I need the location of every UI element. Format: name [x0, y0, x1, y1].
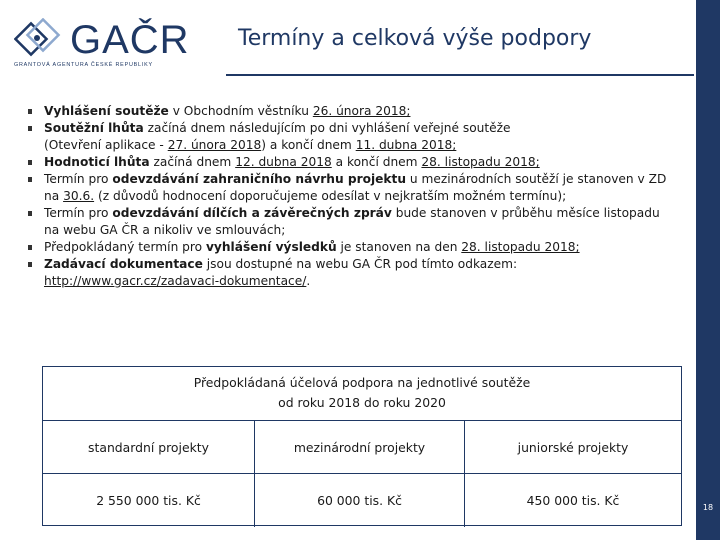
bullet-text: Vyhlášení soutěže: [44, 104, 169, 118]
bullet-text: Hodnoticí lhůta: [44, 155, 150, 169]
bullet-text: 30.6.: [63, 189, 95, 203]
logo-subtitle: GRANTOVÁ AGENTURA ČESKÉ REPUBLIKY: [14, 62, 153, 68]
bullet-text: jsou dostupné na webu GA ČR pod tímto odkazem:: [202, 257, 518, 271]
bullet-text: vyhlášení výsledků: [205, 240, 337, 254]
bullet-marker: [28, 245, 32, 250]
bullet-text: začíná dnem následujícím po dni vyhlášení veřejné soutěže: [143, 121, 511, 135]
bullet-item: [28, 205, 692, 239]
bullet-text: Termín pro: [44, 206, 113, 220]
support-table: [42, 366, 682, 526]
bullet-text: .: [306, 274, 311, 288]
bullet-item: [28, 120, 692, 154]
bullet-text: bude stanoven v průběhu měsíce listopadu: [391, 206, 660, 220]
bullet-marker: [28, 211, 32, 216]
bullet-text: Předpokládaný termín pro: [44, 240, 206, 254]
gacr-logo: [14, 16, 190, 68]
bullet-text: odevzdávání zahraničního návrhu projektu: [112, 172, 407, 186]
right-accent-bar: [696, 0, 720, 540]
bullet-text: 28. listopadu 2018;: [421, 155, 540, 169]
bullet-text: v Obchodním věstníku: [168, 104, 313, 118]
bullet-text: ) a končí dnem: [261, 138, 356, 152]
table-row-amounts: [43, 474, 681, 527]
bullet-text: odevzdávání dílčích a závěrečných zpráv: [112, 206, 392, 220]
bullet-text: je stanoven na den: [336, 240, 462, 254]
gacr-emblem-icon: [14, 18, 64, 62]
table-row-categories: [43, 421, 681, 474]
table-header-line1: Předpokládaná účelová podpora na jednotlivé soutěže: [193, 375, 531, 390]
bullet-marker: [28, 160, 32, 165]
bullet-marker: [28, 177, 32, 182]
col-junior: juniorské projekty: [517, 440, 629, 455]
bullet-text: na: [44, 189, 64, 203]
col-international: mezinárodní projekty: [255, 421, 465, 474]
bullet-text: Zadávací dokumentace: [44, 257, 203, 271]
bullet-item: [28, 239, 692, 256]
page-number: 18: [702, 503, 714, 512]
bullet-text: u mezinárodních soutěží je stanoven v ZD: [406, 172, 667, 186]
table-header: [43, 367, 681, 421]
bullet-text: 11. dubna 2018;: [355, 138, 457, 152]
page-title: Termíny a celková výše podpory: [238, 26, 592, 51]
bullet-text: Termín pro: [44, 172, 113, 186]
bullet-text: 12. dubna 2018: [235, 155, 332, 169]
bullet-text: Soutěžní lhůta: [44, 121, 144, 135]
bullet-list: [28, 103, 692, 290]
logo-wordmark: GAČR: [70, 18, 190, 62]
bullet-text[interactable]: http://www.gacr.cz/zadavaci-dokumentace/: [44, 274, 307, 288]
value-standard: 2 550 000 tis. Kč: [43, 474, 255, 527]
bullet-text: na webu GA ČR a nikoliv ve smlouvách;: [44, 223, 286, 237]
col-standard: standardní projekty: [43, 421, 255, 474]
value-junior: 450 000 tis. Kč: [526, 493, 620, 508]
bullet-item: [28, 154, 692, 171]
bullet-text: a končí dnem: [331, 155, 422, 169]
title-divider: [226, 74, 694, 76]
bullet-text: 28. listopadu 2018;: [461, 240, 580, 254]
table-header-line2: od roku 2018 do roku 2020: [278, 395, 446, 410]
bullet-text: 26. února 2018;: [312, 104, 411, 118]
bullet-item: [28, 103, 692, 120]
bullet-marker: [28, 262, 32, 267]
bullet-marker: [28, 126, 32, 131]
bullet-text: začíná dnem: [149, 155, 236, 169]
value-international: 60 000 tis. Kč: [255, 474, 465, 527]
bullet-marker: [28, 109, 32, 114]
bullet-text: (Otevření aplikace -: [44, 138, 168, 152]
bullet-text: 27. února 2018: [167, 138, 262, 152]
bullet-text: (z důvodů hodnocení doporučujeme odesílat v nejkratším možném termínu);: [94, 189, 567, 203]
bullet-item: [28, 171, 692, 205]
bullet-item: [28, 256, 692, 290]
